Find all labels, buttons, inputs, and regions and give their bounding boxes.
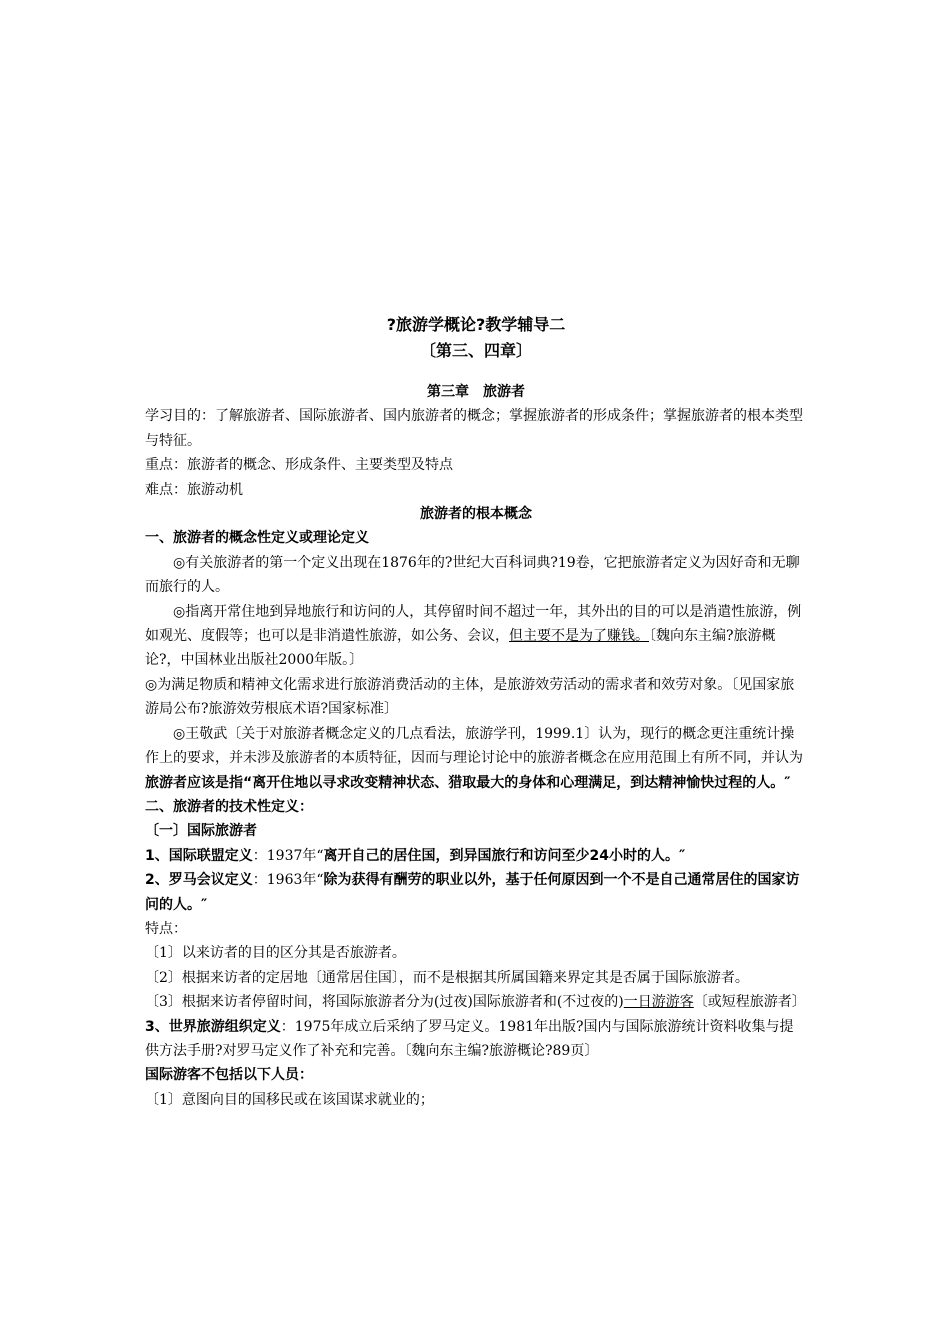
document-subtitle: 〔第三、四章〕 [419, 341, 532, 360]
feature-1: 〔1〕以来访者的目的区分其是否旅游者。 [145, 945, 406, 962]
paragraph-1876-definition: ◎有关旅游者的第一个定义出现在1876年的?世纪大百科词典?19卷，它把旅游者定义为因好奇和无聊而旅行的人。 [145, 554, 800, 596]
exclusion-heading: 国际游客不包括以下人员： [145, 1067, 313, 1084]
d3-text: ：1975年成立后采纳了罗马定义。1981年出版?国内与国际旅游统计资料收集与提供方法手册?对罗马定义作了补充和完善。〔魏向东主编?旅游概论?89页〕 [145, 1018, 794, 1059]
d2-bold: 除为获得有酬劳的职业以外，基于任何原因到一个不是自己通常居住的国家访问的人。″ [145, 872, 800, 913]
p2-text: ◎指离开常住地到异地旅行和访问的人，其停留时间不超过一年，其外出的目的可以是消遣性旅游，例如观光、度假等；也可以是非消遣性旅游，如公务、会议， [145, 603, 802, 645]
paragraph-residence-definition [145, 600, 807, 673]
feature-2: 〔2〕根据来访者的定居地〔通常居住国〕，而不是根据其所属国籍来界定其是否属于国际旅游者。 [145, 969, 749, 986]
feature-3 [145, 990, 807, 1014]
d1-bold: 离开自己的居住国，到异国旅行和访问至少24小时的人。″ [323, 847, 686, 864]
d2-text: ：1963年“ [252, 872, 324, 889]
p2-underlined: 但主要不是为了赚钱。 [509, 628, 649, 645]
d1-label: 1、国际联盟定义 [145, 847, 253, 864]
document-title: ?旅游学概论?教学辅导二 [386, 315, 566, 334]
document-body [145, 312, 807, 1112]
learning-objective: 学习目的：了解旅游者、国际旅游者、国内旅游者的概念；掌握旅游者的形成条件；掌握旅游者的根本类型与特征。 [145, 408, 803, 449]
definition-league-of-nations [145, 844, 807, 868]
heading-technical-definition: 二、旅游者的技术性定义： [145, 798, 313, 815]
d2-label: 2、罗马会议定义 [145, 872, 253, 889]
features-label: 特点： [145, 920, 187, 937]
f3-underlined: 一日游游客 [623, 994, 694, 1011]
f3-tail: 〔或短程旅游者〕 [693, 994, 806, 1011]
p4-text: ◎王敬武〔关于对旅游者概念定义的几点看法，旅游学刊，1999.1〕认为，现行的概念更注重统计操作上的要求，并未涉及旅游者的本质特征，因而与理论讨论中的旅游者概念在应用范围上有所不同，并认为 [145, 725, 803, 767]
p2-citation: 〔魏向东主编?旅游概论?，中国林业出版社2000年版。〕 [145, 628, 776, 669]
definition-rome-conference [145, 868, 807, 917]
definition-unwto [145, 1015, 807, 1064]
f3-text: 〔3〕根据来访者停留时间，将国际旅游者分为(过夜)国际旅游者和(不过夜的) [145, 994, 624, 1011]
exclusion-1: 〔1〕意图向目的国移民或在该国谋求就业的； [145, 1091, 434, 1108]
difficult-points: 难点：旅游动机 [145, 481, 243, 498]
paragraph-national-standard: ◎为满足物质和精神文化需求进行旅游消费活动的主体，是旅游效劳活动的需求者和效劳对象。〔见国家旅游局公布?旅游效劳根底术语?国家标准〕 [145, 676, 795, 718]
paragraph-wang-jingwu [145, 722, 807, 795]
d3-label: 3、世界旅游组织定义 [145, 1018, 281, 1035]
heading-conceptual-definition: 一、旅游者的概念性定义或理论定义 [145, 530, 369, 547]
heading-international-tourist: 〔一〕国际旅游者 [145, 823, 257, 840]
chapter-heading: 第三章 旅游者 [427, 384, 525, 400]
d1-text: ：1937年“ [252, 847, 324, 864]
p4-bold: 旅游者应该是指“离开住地以寻求改变精神状态、猎取最大的身体和心理满足，到达精神愉快过程的人。″ [145, 774, 791, 791]
key-points: 重点：旅游者的概念、形成条件、主要类型及特点 [145, 457, 453, 474]
section-title: 旅游者的根本概念 [420, 506, 532, 523]
